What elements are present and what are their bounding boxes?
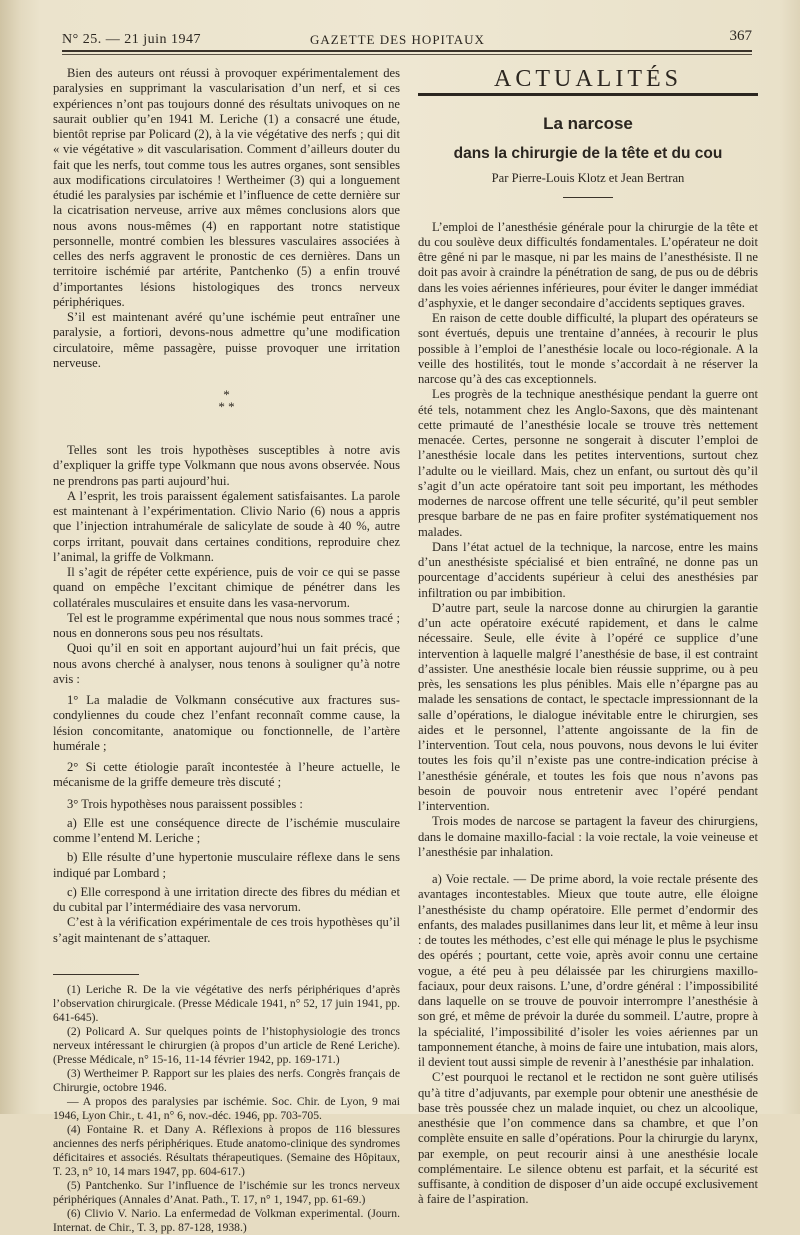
section-rule (418, 93, 758, 96)
paragraph: Bien des auteurs ont réussi à provoquer expérimentalement des paralysies en supprimant la vascularisation d’un nerf, et si ces expériences n’ont pas toujours donné des résultats univoques on ne saurait oublier qu’en 1941 M. Leriche (1) a consacré une étude, bientôt reprise par Policard (2), à la vie végétative des nerfs ; qui dit « vie végétative » dit vascularisation. Comment d’ailleurs douter du fait que les nerfs, tout comme tous les autres organes, sont sensibles aux modifications circulatoires ! Wertheimer (3) qui a longuement étudié les paralysies par ischémie et l’influence de cette dernière sur la cicatrisation nerveuse, arrive aux mêmes conclusions alors que nous avons nous-mêmes (4) en rapportant notre statistique personnelle, montré combien les blessures vasculaires associées à celles des nerfs aggravent le pronostic de ces dernières. Dans un territoire ischémié par artérite, Pantchenko (5) a enfin trouvé d’importantes lésions histologiques des troncs nerveux périphériques. (53, 66, 400, 309)
paragraph: Trois modes de narcose se partagent la faveur des chirurgiens, dans le domaine maxillo-facial : la voie rectale, la voie veineuse et l’anesthésie par inhalation. (418, 814, 758, 859)
footnote-rule (53, 974, 139, 975)
title-rule (563, 197, 613, 198)
paragraph: Les progrès de la technique anesthésique pendant la guerre ont été tels, notamment chez les Anglo-Saxons, que dès maintenant cette primauté de l’anesthésie locale se trouve très nettement menacée. Certes, personne ne songerait à discuter l’emploi de l’anesthésie locale dans les petites interventions, surtout chez l’adulte ou le vieillard. Mais, chez un enfant, ou surtout dès qu’il s’agit d’un acte opératoire tant soit peu important, les méthodes modernes de narcose offrent une telle sécurité, qu’il peut sembler presque barbare de ne pas en faire profiter systématiquement nos malades. (418, 387, 758, 539)
paragraph: Quoi qu’il en soit en apportant aujourd’hui un fait précis, que nous avons cherché à analyser, nous tenons à souligner qu’à notre avis : (53, 641, 400, 686)
list-item: c) Elle correspond à une irritation directe des fibres du médian et du cubital par l’intermédiaire des vasa nervorum. (53, 884, 400, 914)
paragraph: Tel est le programme expérimental que nous nous sommes tracé ; nous en donnerons sous peu nos résultats. (53, 610, 400, 640)
footnote: (4) Fontaine R. et Dany A. Réflexions à propos de 116 blessures anciennes des nerfs périphériques. Etude anatomo-clinique des syndromes déficitaires et associés. Résultats thérapeutiques. (Semaine des Hôpitaux, T. 23, n° 10, 14 mars 1947, pp. 604-617.) (53, 1122, 400, 1178)
article-subtitle: dans la chirurgie de la tête et du cou (453, 145, 723, 163)
header-rule (62, 50, 752, 52)
page-number: 367 (729, 28, 752, 44)
paragraph: En raison de cette double difficulté, la plupart des opérateurs se sont évertués, depuis une trentaine d’années, à recourir le plus possible à l’emploi de l’anesthésie locale ou loco-régionale. A la veille des hostilités, tout le monde s’accordait à ne réserver la narcose qu’à des cas exceptionnels. (418, 311, 758, 386)
list-item: 1° La maladie de Volkmann consécutive aux fractures sus-condyliennes du coude chez l’enfant reconnaît comme cause, la lésion concomitante, anatomique ou fonctionnelle, de l’artère humérale ; (53, 693, 400, 753)
footnote: (5) Pantchenko. Sur l’influence de l’ischémie sur les troncs nerveux périphériques (Annales d’Anat. Path., T. 17, n° 1, 1947, pp. 61-69.) (53, 1178, 400, 1206)
paragraph: A l’esprit, les trois paraissent également satisfaisantes. La parole est maintenant à l’expérimentation. Clivio Nario (6) nous a appris que l’injection intrahumérale de salicylate de soude à 40 %, autre corps irritant, pouvait dans certaines conditions, reproduire chez l’animal, la griffe de Volkmann. (53, 488, 400, 564)
issue-info: N° 25. — 21 juin 1947 (62, 32, 201, 47)
running-header (62, 28, 752, 50)
footnote: — A propos des paralysies par ischémie. Soc. Chir. de Lyon, 9 mai 1946, Lyon Chir., t. 41, n° 6, nov.-déc. 1946, pp. 703-705. (53, 1094, 400, 1122)
list-item: 3° Trois hypothèses nous paraissent possibles : (67, 796, 303, 811)
article-title: La narcose (543, 114, 633, 134)
footnote: (1) Leriche R. De la vie végétative des nerfs périphériques d’après l’observation chirurgicale. (Presse Médicale 1941, n° 52, 17 juin 1941, pp. 641-645). (53, 982, 400, 1024)
list-item: 2° Si cette étiologie paraît incontestée à l’heure actuelle, le mécanisme de la griffe demeure très discuté ; (53, 760, 400, 790)
list-item: a) Elle est une conséquence directe de l’ischémie musculaire comme l’entend M. Leriche ; (53, 815, 400, 845)
paragraph: C’est pourquoi le rectanol et le rectidon ne sont guère utilisés qu’à titre d’adjuvants, par exemple pour obtenir une anesthésie de base très poussée chez un malade inquiet, ou chez un alcoolique, anesthésie que l’on commence dans sa chambre, et que l’on complète ensuite en salle d’opérations. Pour la chirurgie du larynx, par exemple, on peut recourir ainsi à une anesthésie locale complémentaire. Le silence obtenu est parfait, et la sécurité est suffisante, à condition de disposer d’un aide occupé exclusivement à faire de l’aspiration. (418, 1070, 758, 1207)
paragraph: C’est à la vérification expérimentale de ces trois hypothèses qu’il s’agit maintenant de s’attaquer. (53, 915, 400, 945)
header-rule-thin (62, 54, 752, 55)
right-column (418, 66, 758, 1208)
footnote: (6) Clivio V. Nario. La enfermedad de Volkman experimental. (Journ. Internat. de Chir., T. 3, pp. 87-128, 1938.) (53, 1206, 400, 1234)
left-column (53, 66, 400, 1235)
paragraph: L’emploi de l’anesthésie générale pour la chirurgie de la tête et du cou soulève deux difficultés fondamentales. L’opérateur ne doit être gêné ni par le masque, ni par les mains de l’anesthésiste. Il ne doit pas avoir à craindre la pénétration de sang, de pus ou de débris dans les voies aériennes inférieures, pour éviter le danger immédiat d’asphyxie, et le danger secondaire d’accidents septiques graves. (418, 219, 758, 310)
article-authors: Par Pierre-Louis Klotz et Jean Bertran (491, 171, 685, 186)
paragraph: Il s’agit de répéter cette expérience, puis de voir ce qui se passe quand on empêche l’excitant chimique de pénétrer dans les collatérales musculaires et ensuite dans les vasa-nervorum. (53, 565, 400, 610)
paragraph: Dans l’état actuel de la technique, la narcose, entre les mains d’un anesthésiste spécialisé et bien entraîné, ne donne pas un pourcentage d’accidents supérieur à celui des anesthésies par infiltration ou par imbibition. (418, 539, 758, 600)
footnote: (3) Wertheimer P. Rapport sur les plaies des nerfs. Congrès français de Chirurgie, octobre 1946. (53, 1066, 400, 1094)
journal-title: GAZETTE DES HOPITAUX (310, 32, 485, 47)
paragraph: a) Voie rectale. — De prime abord, la voie rectale présente des avantages incontestables. Mieux que toute autre, elle éloigne l’anesthésiste du champ opératoire. Elle permet d’endormir des enfants, des malades pusillanimes dans leur lit, et même à leur insu : de toutes les méthodes, c’est elle qui ménage le plus le psychisme des opérés ; pourtant, cette voie, après avoir connu une certaine vogue, a été peu à peu délaissée par les chirurgiens maxillo-faciaux, pour deux raisons. L’une, d’ordre général : l’impossibilité dans laquelle on se trouve de pouvoir interrompre l’anesthésie à son gré, et même de prévoir la durée du sommeil. L’autre, propre à la spécialité, l’impossibilité d’isoler les voies aériennes par un tamponnement étanche, à moins de faire une intubation, mais alors, il devient tout aussi simple de revenir à l’anesthésie par inhalation. (418, 872, 758, 1069)
list-item: b) Elle résulte d’une hypertonie musculaire réflexe dans le sens indiqué par Lombard ; (53, 850, 400, 880)
section-heading: ACTUALITÉS (494, 66, 682, 92)
paragraph: Telles sont les trois hypothèses susceptibles à notre avis d’expliquer la griffe type Volkmann que nous avons observée. Nous ne prendrons pas parti aujourd’hui. (53, 443, 400, 488)
footnote: (2) Policard A. Sur quelques points de l’histophysiologie des troncs nerveux intéressant le chirurgien (à propos d’un article de René Leriche). (Presse Médicale, n° 15-16, 11-14 février 1942, pp. 169-171.) (53, 1024, 400, 1066)
paragraph: S’il est maintenant avéré qu’une ischémie peut entraîner une paralysie, a fortiori, devons-nous admettre qu’une modification circulatoire, même passagère, puisse provoquer une irritation nerveuse. (53, 310, 400, 370)
page-binding-edge (0, 0, 22, 1114)
section-separator: * * * (218, 387, 235, 414)
paragraph: D’autre part, seule la narcose donne au chirurgien la garantie d’un acte opératoire exécuté rapidement, et dans le calme nécessaire. Seule, elle évite à l’opéré ce supplice d’une intervention à laquelle malgré l’anesthésie de base, il est contraint d’assister. Une anesthésie locale bien réussie supprime, ou à peu près, les sensations les plus pénibles. Mais elle n’épargne pas au malade les sensations de contact, le spectacle impressionnant de la salle d’opérations, le dialogue inévitable entre le chirurgien, ses aides et le personnel, l’attente angoissante de la fin de l’intervention. Tout cela, nous pouvons, nous devons le lui éviter toutes les fois qu’il n’existe pas une contre-indication précise à l’anesthésie générale, et toutes les fois que nous n’avons pas besoin de pouvoir nous entretenir avec l’opéré pendant l’intervention. (418, 600, 758, 813)
